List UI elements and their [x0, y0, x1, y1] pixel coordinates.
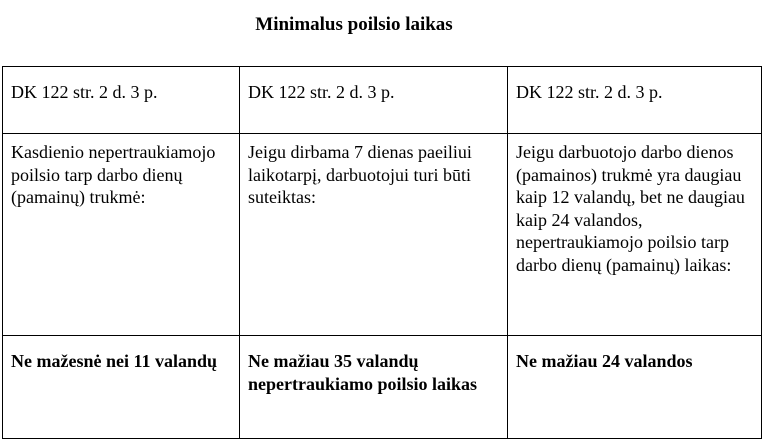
description-cell-1: Kasdienio nepertraukiamojo poilsio tarp darbo dienų (pamainų) trukmė: — [3, 134, 240, 336]
reference-cell-3: DK 122 str. 2 d. 3 p. — [508, 67, 762, 134]
rest-time-table — [2, 66, 762, 439]
table-row-values — [3, 336, 762, 439]
document-title: Minimalus poilsio laikas — [255, 14, 453, 35]
value-cell-2: Ne mažiau 35 valandų nepertraukiamo poilsio laikas — [240, 336, 508, 439]
table-row-references — [3, 67, 762, 134]
reference-cell-2: DK 122 str. 2 d. 3 p. — [240, 67, 508, 134]
value-cell-1: Ne mažesnė nei 11 valandų — [3, 336, 240, 439]
description-cell-2: Jeigu dirbama 7 dienas paeiliui laikotarpį, darbuotojui turi būti suteiktas: — [240, 134, 508, 336]
value-cell-3: Ne mažiau 24 valandos — [508, 336, 762, 439]
reference-cell-1: DK 122 str. 2 d. 3 p. — [3, 67, 240, 134]
table-row-descriptions — [3, 134, 762, 336]
description-cell-3: Jeigu darbuotojo darbo dienos (pamainos) trukmė yra daugiau kaip 12 valandų, bet ne daugiau kaip 24 valandos, nepertraukiamojo poilsio tarp darbo dienų (pamainų) laikas: — [508, 134, 762, 336]
